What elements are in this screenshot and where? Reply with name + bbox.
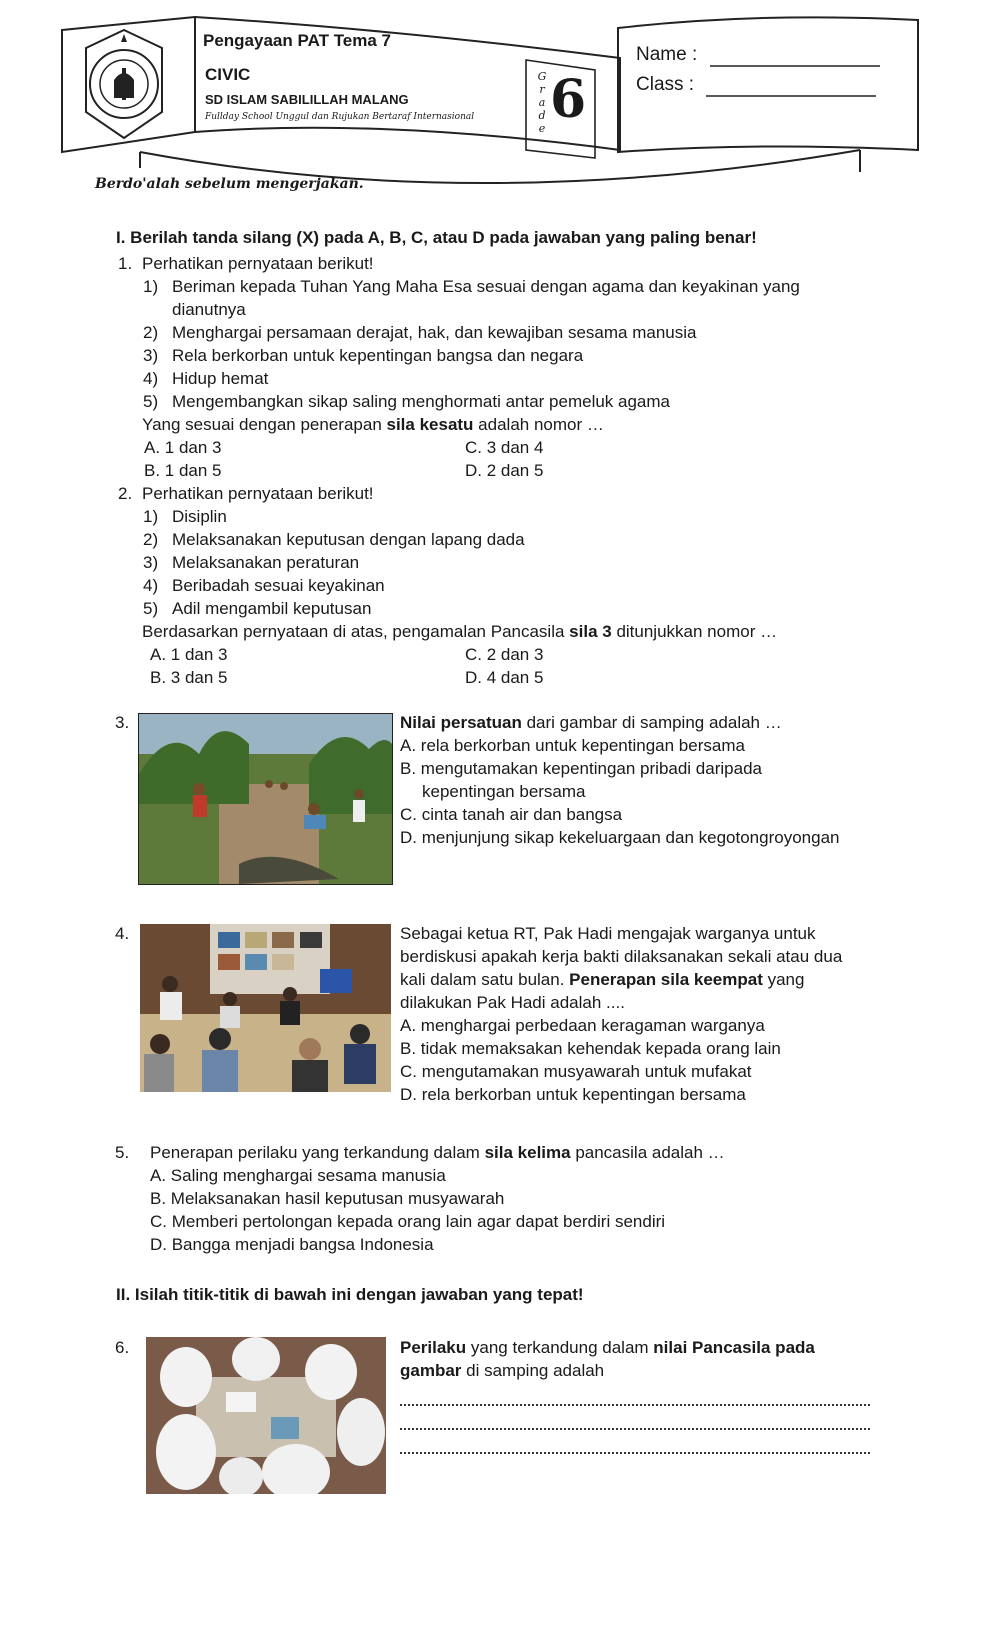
q4-number: 4. xyxy=(115,924,130,943)
q4-option-a[interactable]: A. menghargai perbedaan keragaman warganya xyxy=(400,1016,765,1035)
q5-option-d[interactable]: D. Bangga menjadi bangsa Indonesia xyxy=(150,1235,434,1254)
list-item: Adil mengambil keputusan xyxy=(172,599,372,618)
header-school: SD ISLAM SABILILLAH MALANG xyxy=(205,92,409,107)
list-item: 3) xyxy=(143,346,159,365)
list-item: Beriman kepada Tuhan Yang Maha Esa sesuai dengan agama dan keyakinan yang xyxy=(172,277,800,296)
q1-option-a[interactable]: A. 1 dan 3 xyxy=(144,438,222,457)
q2-option-a[interactable]: A. 1 dan 3 xyxy=(150,645,228,664)
q5-option-b[interactable]: B. Melaksanakan hasil keputusan musyawarah xyxy=(150,1189,505,1208)
section1-title: I. Berilah tanda silang (X) pada A, B, C, atau D pada jawaban yang paling benar! xyxy=(116,228,757,247)
header-title: Pengayaan PAT Tema 7 xyxy=(203,31,392,50)
q4-photo-musyawarah xyxy=(140,924,391,1092)
q6-photo-diskusi xyxy=(146,1337,386,1494)
q3-option-a[interactable]: A. rela berkorban untuk kepentingan bersama xyxy=(400,736,745,755)
list-item: 3) xyxy=(143,553,159,572)
list-item: Beribadah sesuai keyakinan xyxy=(172,576,385,595)
q1-option-c[interactable]: C. 3 dan 4 xyxy=(465,438,544,457)
list-item: 4) xyxy=(143,576,159,595)
q3-option-d[interactable]: D. menjunjung sikap kekeluargaan dan kegotongroyongan xyxy=(400,828,840,847)
list-item: 5) xyxy=(143,599,159,618)
q2-option-b[interactable]: B. 3 dan 5 xyxy=(150,668,228,687)
q6-answer-line[interactable] xyxy=(400,1404,870,1406)
q5-option-c[interactable]: C. Memberi pertolongan kepada orang lain agar dapat berdiri sendiri xyxy=(150,1212,666,1231)
q3-photo-gotong-royong xyxy=(138,713,393,885)
q1-stem: Perhatikan pernyataan berikut! xyxy=(142,254,374,273)
list-item: Disiplin xyxy=(172,507,227,526)
q4-stem-line3: kali dalam satu bulan. Penerapan sila keempat yang xyxy=(400,970,805,989)
list-item: 2) xyxy=(143,530,159,549)
q4-option-d[interactable]: D. rela berkorban untuk kepentingan bersama xyxy=(400,1085,746,1104)
list-item: 2) xyxy=(143,323,159,342)
school-logo-icon xyxy=(82,28,166,140)
list-item: dianutnya xyxy=(172,300,246,319)
list-item: 5) xyxy=(143,392,159,411)
name-label: Name : xyxy=(636,44,698,65)
list-item: Rela berkorban untuk kepentingan bangsa dan negara xyxy=(172,346,584,365)
q6-stem-line2: gambar di samping adalah xyxy=(400,1361,605,1380)
q4-option-c[interactable]: C. mengutamakan musyawarah untuk mufakat xyxy=(400,1062,752,1081)
q3-option-c[interactable]: C. cinta tanah air dan bangsa xyxy=(400,805,623,824)
q5-stem: Penerapan perilaku yang terkandung dalam sila kelima pancasila adalah … xyxy=(150,1143,725,1162)
q6-stem-line1: Perilaku yang terkandung dalam nilai Pancasila pada xyxy=(400,1338,815,1357)
header-tagline: Fullday School Unggul dan Rujukan Bertaraf Internasional xyxy=(205,112,475,122)
prayer-note: Berdo'alah sebelum mengerjakan. xyxy=(95,176,364,192)
q5-option-a[interactable]: A. Saling menghargai sesama manusia xyxy=(150,1166,446,1185)
q2-stem: Perhatikan pernyataan berikut! xyxy=(142,484,374,503)
list-item: Hidup hemat xyxy=(172,369,269,388)
header-banner xyxy=(0,0,1000,200)
q2-option-d[interactable]: D. 4 dan 5 xyxy=(465,668,544,687)
q3-option-b-cont: kepentingan bersama xyxy=(422,782,586,801)
q1-number: 1. xyxy=(118,254,133,273)
q4-stem-line1: Sebagai ketua RT, Pak Hadi mengajak warganya untuk xyxy=(400,924,816,943)
list-item: Melaksanakan peraturan xyxy=(172,553,360,572)
q3-number: 3. xyxy=(115,713,130,732)
list-item: 4) xyxy=(143,369,159,388)
q6-number: 6. xyxy=(115,1338,130,1357)
q3-stem: Nilai persatuan dari gambar di samping adalah … xyxy=(400,713,782,732)
class-label: Class : xyxy=(636,74,695,95)
q3-option-b[interactable]: B. mengutamakan kepentingan pribadi daripada xyxy=(400,759,762,778)
name-field[interactable] xyxy=(710,44,880,66)
list-item: Menghargai persamaan derajat, hak, dan kewajiban sesama manusia xyxy=(172,323,697,342)
q4-stem-line2: berdiskusi apakah kerja bakti dilaksanakan sekali atau dua xyxy=(400,947,843,966)
list-item: 1) xyxy=(143,507,159,526)
section2-title: II. Isilah titik-titik di bawah ini dengan jawaban yang tepat! xyxy=(116,1285,584,1304)
class-field[interactable] xyxy=(706,74,876,96)
q2-option-c[interactable]: C. 2 dan 3 xyxy=(465,645,544,664)
q4-option-b[interactable]: B. tidak memaksakan kehendak kepada orang lain xyxy=(400,1039,781,1058)
q2-number: 2. xyxy=(118,484,133,503)
grade-label: G r a d e xyxy=(537,70,547,135)
q5-number: 5. xyxy=(115,1143,130,1162)
q6-answer-line[interactable] xyxy=(400,1428,870,1430)
list-item: Mengembangkan sikap saling menghormati antar pemeluk agama xyxy=(172,392,671,411)
q6-answer-line[interactable] xyxy=(400,1452,870,1454)
list-item: 1) xyxy=(143,277,159,296)
grade-number: 6 xyxy=(550,69,587,130)
q4-stem-line4: dilakukan Pak Hadi adalah .... xyxy=(400,993,625,1012)
header-subject: CIVIC xyxy=(205,65,251,84)
q1-option-d[interactable]: D. 2 dan 5 xyxy=(465,461,544,480)
q2-question: Berdasarkan pernyataan di atas, pengamalan Pancasila sila 3 ditunjukkan nomor … xyxy=(142,622,778,641)
list-item: Melaksanakan keputusan dengan lapang dada xyxy=(172,530,525,549)
q1-question: Yang sesuai dengan penerapan sila kesatu adalah nomor … xyxy=(142,415,604,434)
q1-option-b[interactable]: B. 1 dan 5 xyxy=(144,461,222,480)
